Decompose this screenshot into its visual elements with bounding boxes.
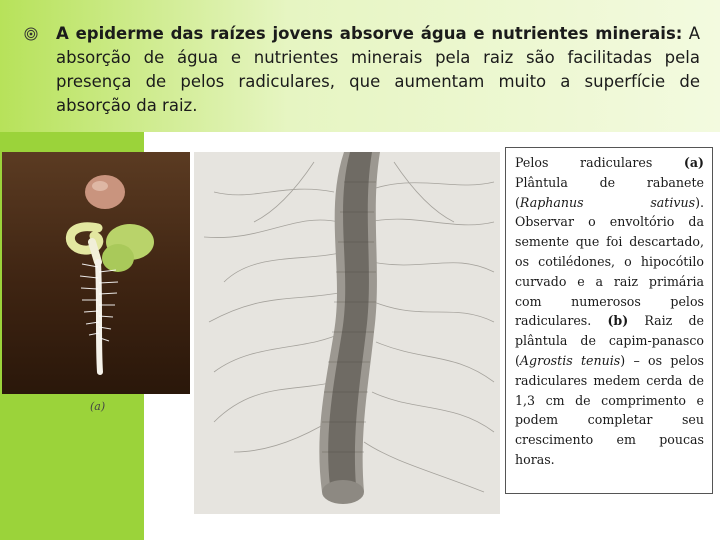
root-micrograph (194, 152, 500, 514)
figure-caption (515, 153, 704, 470)
caption-part: Raiz de plântula de capim-panasco ( (515, 313, 705, 368)
caption-part: Plântula de rabanete ( (515, 174, 704, 210)
bullet-paragraph (56, 22, 700, 118)
caption-species-a: Raphanus sativus (519, 194, 696, 210)
caption-label-b: (b) (607, 313, 629, 329)
caption-part: Pelos radiculares (515, 155, 684, 170)
seedling-photo (2, 152, 190, 394)
caption-part: ) – os pelos radiculares medem cerda de 1,3 cm de comprimento e podem completar seu crescimento em poucas horas. (515, 352, 704, 467)
caption-species-b: Agrostis tenuis (519, 352, 621, 368)
bullet-body: A absorção de água e nutrientes minerais pela raiz são facilitadas pela presença de pelos radiculares, que aumentam muito a superfície de absorção da raiz. (56, 24, 700, 115)
caption-part: ). Observar o envoltório da semente que foi descartado, os cotilédones, o hipocótilo curvado e a raiz primária com numerosos pelos radiculares. (515, 194, 704, 329)
target-bullet-icon (24, 27, 38, 41)
figure-a-label: (a) (90, 400, 106, 413)
bullet-heading: A epiderme das raízes jovens absorve água e nutrientes minerais: (56, 24, 683, 43)
caption-label-a: (a) (683, 155, 704, 170)
